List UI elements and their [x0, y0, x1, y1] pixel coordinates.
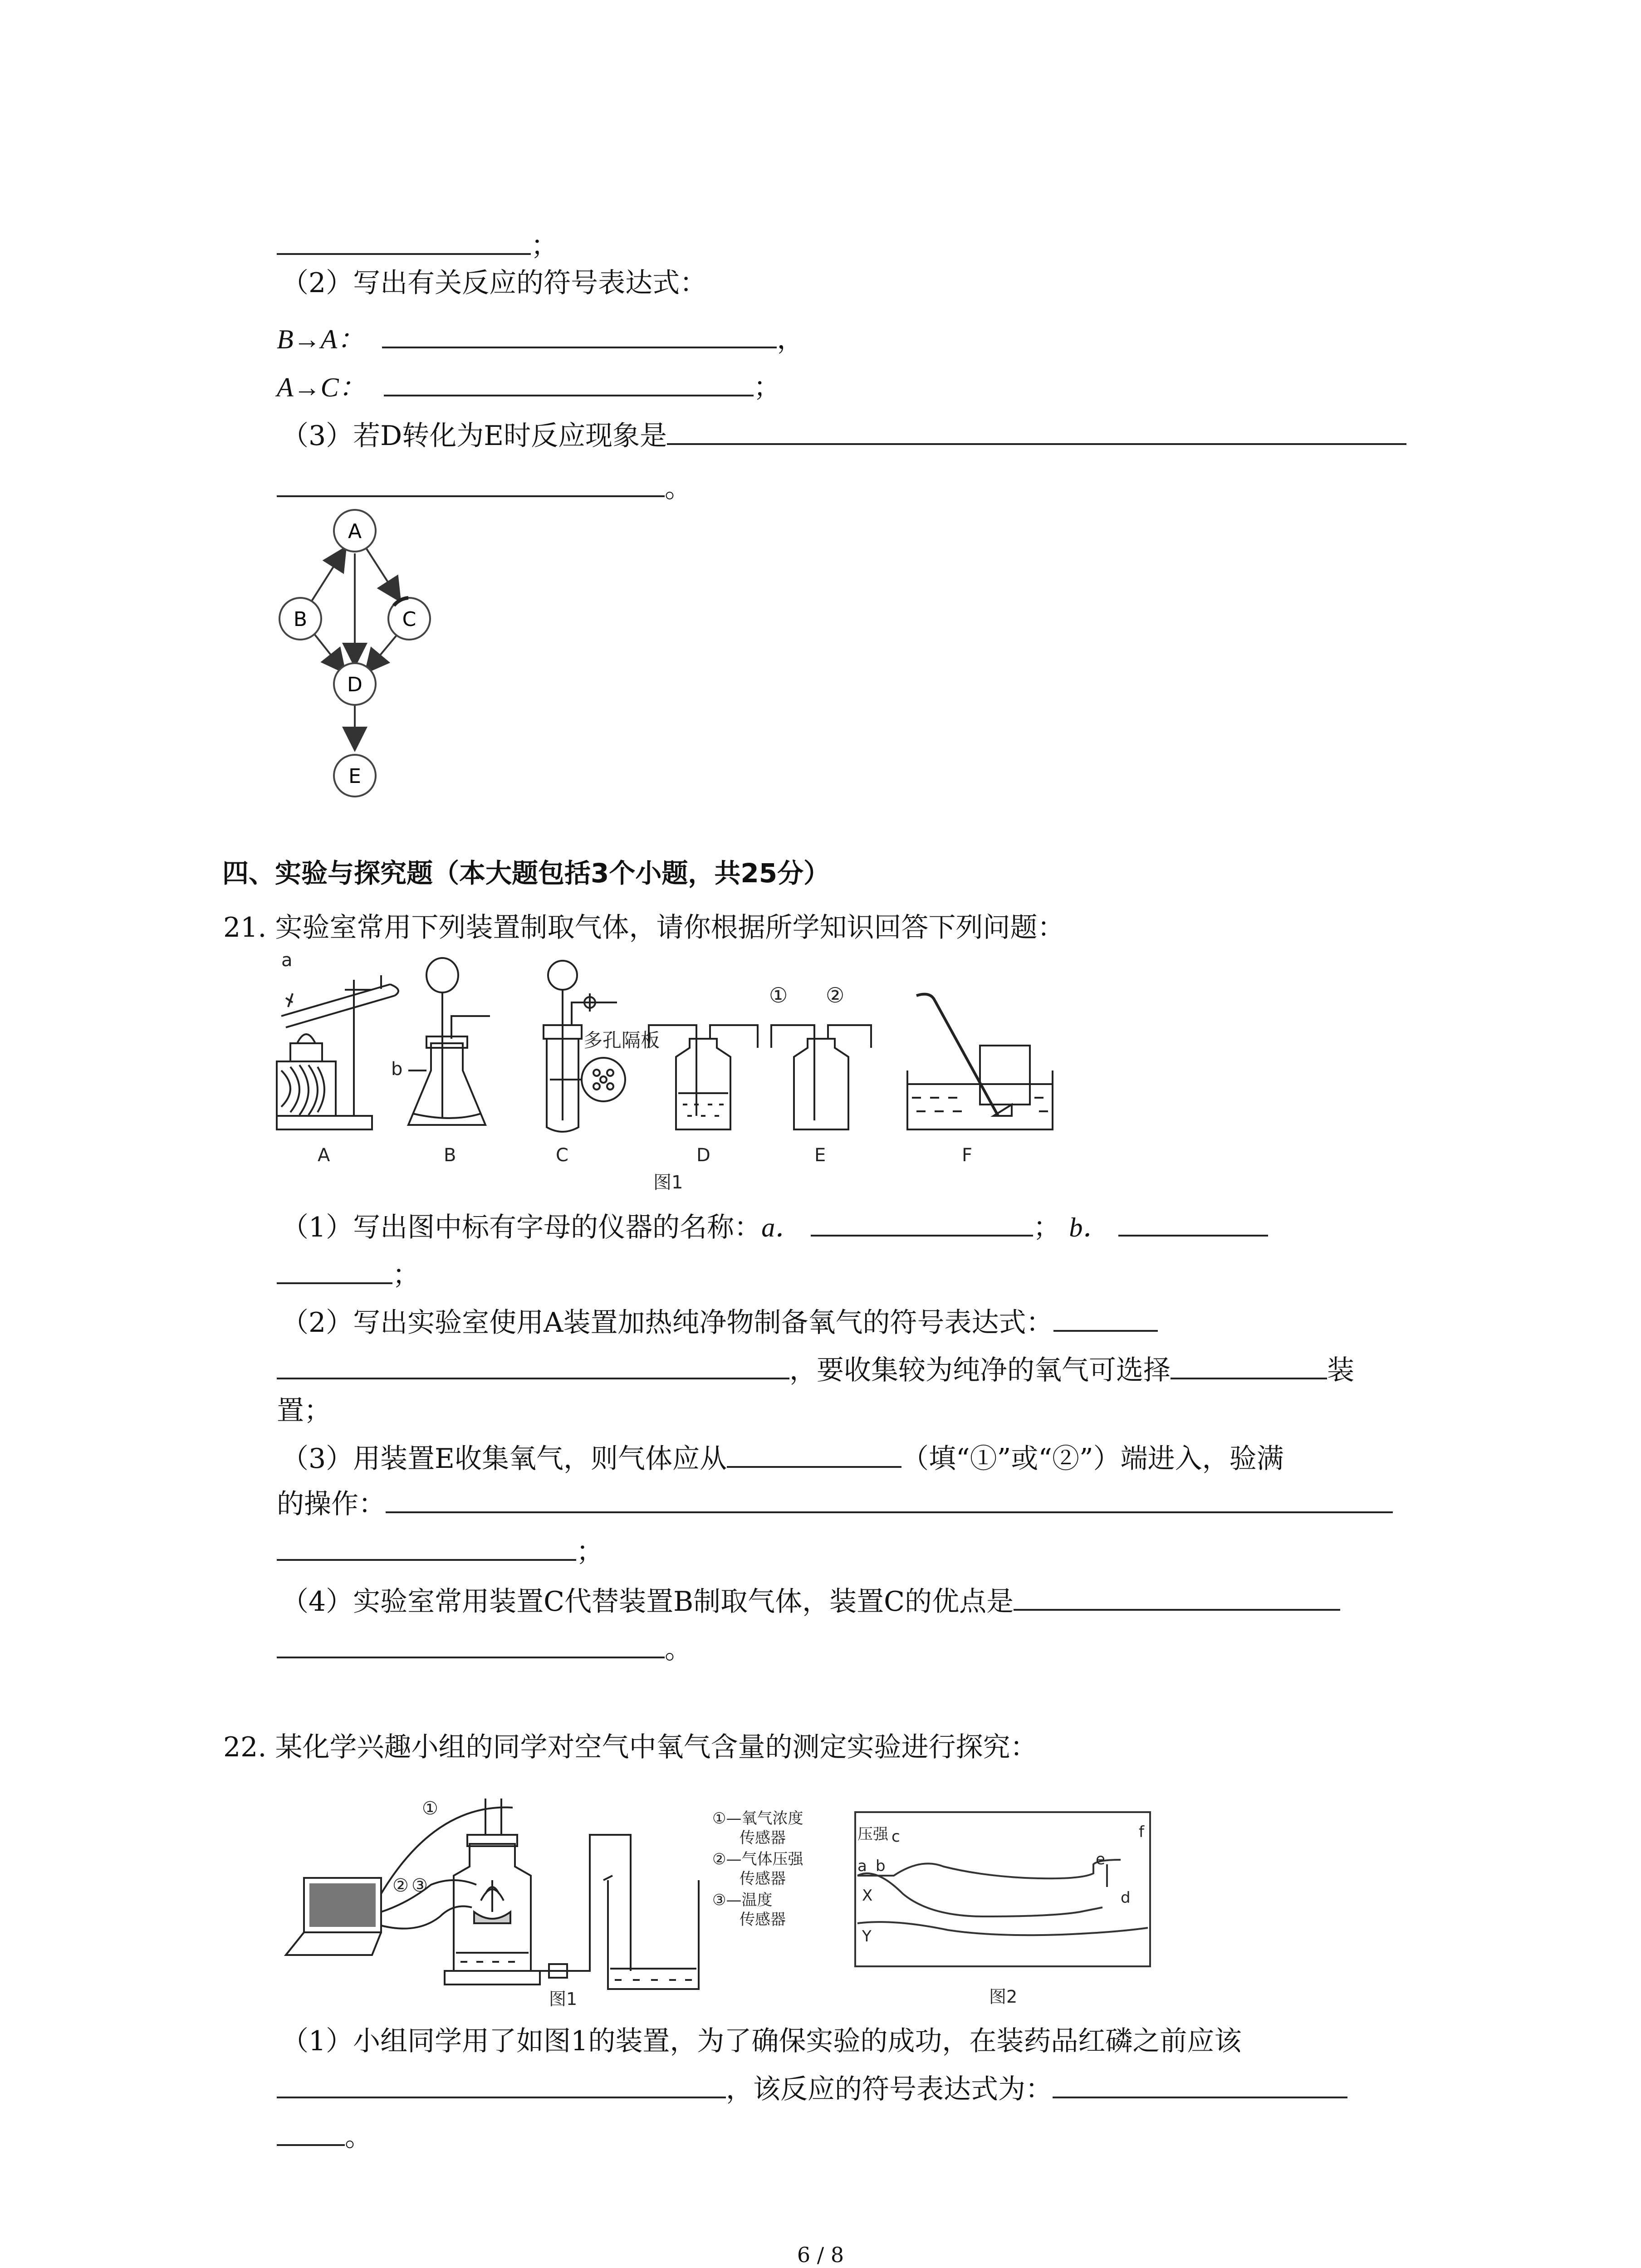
answer-blank[interactable]: [277, 1254, 392, 1284]
legend-line-1: ①—氧气浓度: [712, 1809, 803, 1828]
label-y: Y: [862, 1927, 872, 1945]
node-c: [388, 598, 430, 640]
letter-a: A: [318, 1145, 330, 1166]
q20-part2-label: （2）写出有关反应的符号表达式：: [281, 267, 707, 299]
q22-stem: 22. 某化学兴趣小组的同学对空气中氧气含量的测定实验进行探究：: [223, 1731, 1038, 1763]
q22-figure-2: [853, 1810, 1152, 2009]
q21-part3: （3）用装置E收集氧气，则气体应从 （填“①”或“②”）端进入，验满: [281, 1438, 1284, 1477]
label-b: b: [876, 1857, 886, 1875]
node-e: [334, 755, 376, 797]
svg-text:D: D: [347, 673, 362, 696]
sensor-2-label: ②: [392, 1875, 409, 1896]
svg-text:E: E: [348, 765, 361, 788]
svg-text:B: B: [293, 608, 308, 631]
answer-blank[interactable]: [1171, 1349, 1327, 1379]
label-x: X: [862, 1887, 873, 1905]
letter-b: B: [444, 1145, 456, 1166]
q21-part3-end: ；: [277, 1531, 603, 1570]
q21-stem: 21. 实验室常用下列装置制取气体，请你根据所学知识回答下列问题：: [223, 912, 1065, 943]
figure-2-caption: 图2: [989, 1987, 1018, 2007]
apparatus-e: [771, 1025, 871, 1129]
answer-blank[interactable]: [1053, 1302, 1158, 1332]
arrow-a-to-c: [367, 549, 399, 600]
answer-blank[interactable]: [727, 1438, 901, 1468]
answer-blank[interactable]: [386, 1483, 1393, 1513]
sensor-3-label: ③: [411, 1875, 428, 1896]
q20-a-to-c: A→C： ；: [277, 367, 781, 406]
q22-part1-cont: ，该反应的符号表达式为：: [277, 2068, 1347, 2107]
label-a: a: [281, 950, 293, 971]
label-e: e: [1096, 1850, 1105, 1868]
q20-b-to-a: B→A： ，: [277, 318, 804, 357]
curve-y: [857, 1922, 1148, 1935]
sensor-1-label: ①: [422, 1798, 438, 1819]
answer-blank[interactable]: [1118, 1207, 1268, 1237]
answer-blank[interactable]: [667, 415, 1406, 445]
node-b: [279, 598, 321, 640]
label-porous-plate: 多孔隔板: [583, 1029, 660, 1051]
legend-line-5: ③—温度: [712, 1891, 773, 1909]
label-circle-1: ①: [769, 983, 788, 1007]
q21-part2-cont: ，要收集较为纯净的氧气可选择 装: [277, 1349, 1354, 1388]
letter-d: D: [696, 1145, 710, 1166]
apparatus-d: [649, 1025, 758, 1129]
letter-c: C: [556, 1145, 568, 1166]
answer-blank[interactable]: [277, 1531, 576, 1561]
svg-text:C: C: [402, 608, 416, 631]
label-b: b: [391, 1059, 403, 1080]
q21-part1-cont: ；: [277, 1254, 420, 1293]
letter-e: E: [814, 1145, 826, 1166]
legend-line-4: 传感器: [740, 1870, 786, 1888]
label-c: c: [892, 1828, 900, 1846]
curve-x: [857, 1873, 1102, 1916]
q22-figure-1: [277, 1789, 821, 2007]
reaction-bottle: [445, 1799, 540, 1984]
laptop-icon: [286, 1878, 381, 1955]
legend-line-6: 传感器: [740, 1911, 786, 1929]
answer-blank[interactable]: [277, 225, 531, 255]
answer-blank[interactable]: [277, 467, 665, 497]
node-d: [334, 663, 376, 705]
apparatus-a: [277, 975, 398, 1129]
q21-part4-cont: 。: [277, 1628, 692, 1667]
answer-blank[interactable]: [1014, 1581, 1340, 1611]
figure-1-caption: 图1: [549, 1989, 578, 2007]
figure-caption: 图1: [653, 1172, 683, 1193]
svg-text:A: A: [348, 520, 362, 543]
answer-blank[interactable]: [277, 2068, 726, 2098]
answer-blank[interactable]: [384, 367, 754, 396]
label-circle-2: ②: [826, 983, 845, 1007]
q20-part3: （3）若D转化为E时反应现象是: [281, 415, 1406, 454]
q22-part1: （1）小组同学用了如图1的装置，为了确保实验的成功，在装药品红磷之前应该: [281, 2025, 1242, 2057]
legend-line-2: 传感器: [740, 1829, 786, 1847]
q22-part1-end: 。: [277, 2116, 372, 2155]
q20-part3-cont: 。: [277, 467, 692, 506]
curve-pressure: [857, 1860, 1121, 1887]
answer-blank[interactable]: [382, 318, 777, 348]
label-a: a: [857, 1857, 867, 1875]
apparatus-f: [907, 994, 1053, 1129]
letter-f: F: [962, 1145, 973, 1166]
arrow-b-to-a: [309, 549, 345, 606]
arrow-c-to-d: [367, 631, 401, 671]
q21-apparatus-figure: [272, 948, 1089, 1202]
q21-part2: （2）写出实验室使用A装置加热纯净物制备氧气的符号表达式：: [281, 1302, 1158, 1341]
q20-line-1: ；: [277, 225, 558, 264]
arrow-b-to-d: [311, 630, 344, 671]
q21-part3-cont: 的操作：: [277, 1483, 1393, 1522]
ylabel-pressure: 压强: [857, 1825, 888, 1843]
answer-blank[interactable]: [1053, 2068, 1347, 2098]
node-a: [334, 510, 376, 552]
answer-blank[interactable]: [277, 1628, 665, 1658]
section-4-title: 四、实验与探究题（本大题包括3个小题，共25分）: [222, 858, 830, 889]
answer-blank[interactable]: [277, 1349, 789, 1379]
water-beaker: [603, 1876, 699, 1989]
answer-blank[interactable]: [277, 2116, 345, 2146]
q21-part1: （1）写出图中标有字母的仪器的名称：a． ； b．: [281, 1207, 1268, 1246]
label-f: f: [1139, 1823, 1144, 1841]
legend-line-3: ②—气体压强: [712, 1850, 803, 1868]
apparatus-b: [408, 958, 490, 1125]
answer-blank[interactable]: [811, 1207, 1033, 1237]
q21-part2-end: 置；: [277, 1395, 331, 1427]
label-d: d: [1121, 1889, 1131, 1907]
q21-part4: （4）实验室常用装置C代替装置B制取气体，装置C的优点是: [281, 1581, 1340, 1620]
q20-transformation-diagram: [272, 503, 454, 812]
page-number: 6 / 8: [797, 2243, 844, 2267]
